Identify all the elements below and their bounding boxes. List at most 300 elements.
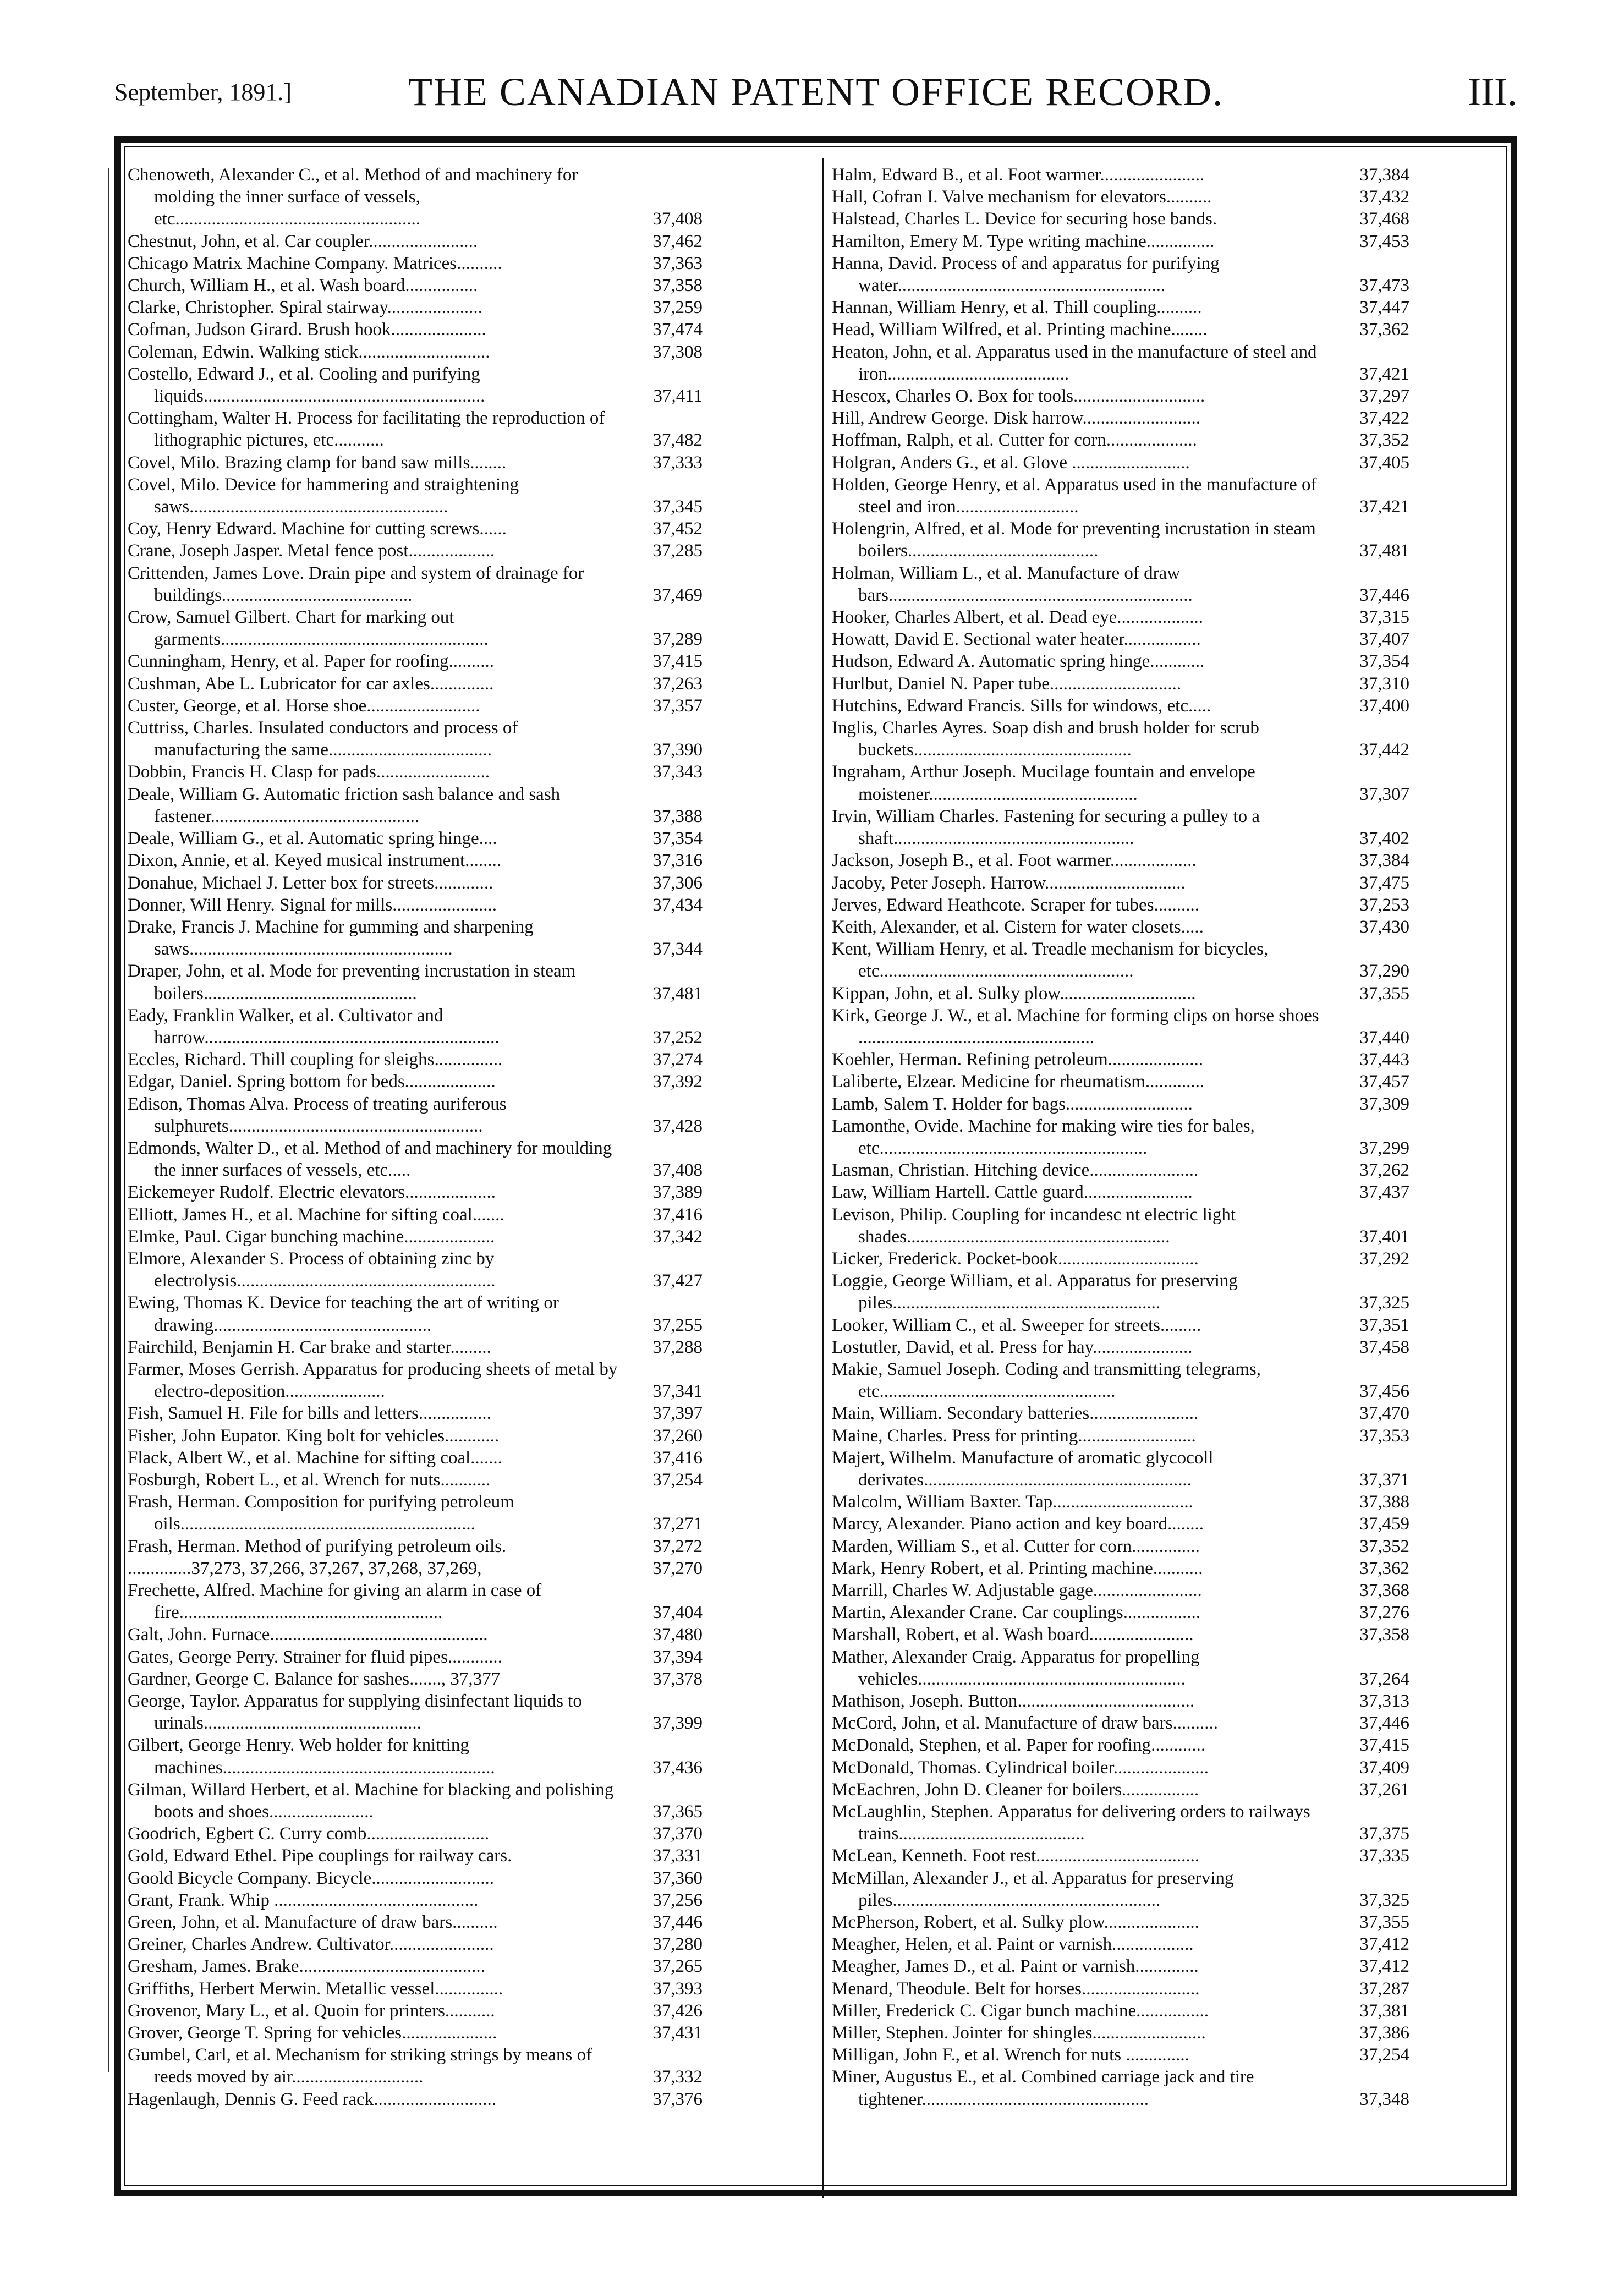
patent-number: 37,362 (1359, 1558, 1409, 1578)
index-entry (832, 2066, 1409, 2110)
index-entry (832, 761, 1409, 805)
index-entry (832, 474, 1409, 518)
entry-text: Fish, Samuel H. File for bills and letters................ (128, 1403, 491, 1424)
index-entry (128, 1580, 703, 1624)
patent-number: 37,354 (1359, 651, 1409, 672)
entry-text: Holgran, Anders G., et al. Glove .......................... (832, 452, 1190, 473)
entry-text: Costello, Edward J., et al. Cooling and purifying liquids.............................................................. (128, 364, 485, 407)
index-entry (128, 1978, 703, 2000)
patent-number: 37,402 (1359, 829, 1409, 849)
index-entry (832, 805, 1409, 849)
patent-number: 37,447 (1359, 298, 1409, 318)
patent-number: 37,353 (1359, 1425, 1409, 1446)
patent-number: 37,354 (652, 829, 703, 849)
index-entry (832, 253, 1409, 297)
entry-text: McCord, John, et al. Manufacture of draw bars.......... (832, 1713, 1218, 1734)
patent-number: 37,434 (652, 895, 703, 915)
entry-text: Marrill, Charles W. Adjustable gage........................ (832, 1581, 1202, 1600)
patent-number: 37,480 (652, 1625, 703, 1645)
entry-text: Holman, William L., et al. Manufacture of draw bars................................................................... (832, 563, 1193, 605)
entry-text: Chestnut, John, et al. Car coupler........................ (128, 231, 478, 251)
index-entry (128, 1933, 703, 1955)
index-entry (128, 1668, 703, 1690)
index-column-right (832, 164, 1409, 2110)
patent-number: 37,426 (652, 2000, 703, 2021)
index-entry (832, 1513, 1409, 1535)
patent-number: 37,363 (652, 253, 703, 273)
entry-text: Green, John, et al. Manufacture of draw bars.......... (128, 1912, 498, 1933)
entry-text: Farmer, Moses Gerrish. Apparatus for producing sheets of metal by electro-deposition...................... (128, 1359, 618, 1402)
entry-text: Hutchins, Edward Francis. Sills for windows, etc..... (832, 695, 1211, 716)
patent-number: 37,254 (1359, 2045, 1409, 2065)
index-entry (832, 606, 1409, 628)
index-entry (832, 1779, 1409, 1801)
patent-number: 37,265 (652, 1956, 703, 1977)
entry-text: Cushman, Abe L. Lubricator for car axles.............. (128, 673, 494, 694)
index-entry (832, 319, 1409, 341)
index-entry (832, 164, 1409, 186)
entry-text: Gold, Edward Ethel. Pipe couplings for railway cars. (128, 1846, 512, 1866)
entry-text: Irvin, William Charles. Fastening for securing a pulley to a shaft..................................................... (832, 806, 1260, 849)
entry-text: Deale, William G., et al. Automatic spring hinge.... (128, 829, 497, 849)
patent-number: 37,285 (652, 541, 703, 561)
patent-number: 37,388 (652, 806, 703, 826)
entry-text: Halm, Edward B., et al. Foot warmer....................... (832, 165, 1205, 185)
entry-text: Majert, Wilhelm. Manufacture of aromatic glycocoll derivates........................................................... (832, 1447, 1214, 1490)
entry-text: Menard, Theodule. Belt for horses.......................... (832, 1978, 1200, 1999)
entry-text: Goodrich, Egbert C. Curry comb........................... (128, 1824, 490, 1844)
patent-number: 37,335 (1359, 1846, 1409, 1866)
patent-number: 37,412 (1359, 1956, 1409, 1977)
index-entry (128, 2044, 703, 2088)
header-date: September, 1891.] (114, 79, 292, 106)
index-entry (832, 1336, 1409, 1358)
index-entry (128, 341, 703, 363)
entry-text: Grovenor, Mary L., et al. Quoin for printers........... (128, 2000, 495, 2021)
patent-number: 37,368 (1359, 1581, 1409, 1600)
index-entry (128, 407, 703, 451)
index-entry (128, 562, 703, 606)
index-entry (832, 1690, 1409, 1712)
index-entry (832, 1248, 1409, 1270)
index-entry (832, 2044, 1409, 2066)
entry-text: Hudson, Edward A. Automatic spring hinge............ (832, 651, 1205, 672)
entry-text: Mather, Alexander Craig. Apparatus for propelling vehicles........................................................... (832, 1647, 1200, 1689)
patent-number: 37,352 (1359, 430, 1409, 451)
entry-text: Lamb, Salem T. Holder for bags............................ (832, 1094, 1193, 1114)
patent-number: 37,370 (652, 1824, 703, 1844)
entry-text: Frash, Herman. Composition for purifying petroleum oils................................................................. (128, 1492, 514, 1534)
patent-number: 37,376 (652, 2089, 703, 2109)
index-entry (128, 894, 703, 916)
entry-text: Marcy, Alexander. Piano action and key board........ (832, 1514, 1204, 1534)
patent-number: 37,362 (1359, 320, 1409, 340)
index-entry (128, 1779, 703, 1823)
patent-number: 37,270 (652, 1558, 703, 1578)
entry-text: Gresham, James. Brake......................................... (128, 1956, 485, 1977)
patent-number: 37,446 (1359, 585, 1409, 605)
patent-number: 37,446 (1359, 1713, 1409, 1734)
patent-number: 37,386 (1359, 2023, 1409, 2043)
patent-number: 37,411 (653, 386, 703, 407)
entry-text: Clarke, Christopher. Spiral stairway..................... (128, 298, 482, 318)
patent-number: 37,261 (1359, 1779, 1409, 1800)
index-entry (832, 1358, 1409, 1402)
patent-number: 37,408 (652, 1160, 703, 1181)
index-entry (832, 1181, 1409, 1203)
entry-text: Miller, Stephen. Jointer for shingles......................... (832, 2023, 1206, 2043)
patent-number: 37,462 (652, 231, 703, 251)
entry-text: Covel, Milo. Device for hammering and straightening saws......................................................... (128, 474, 519, 517)
index-entry (832, 983, 1409, 1005)
index-entry (128, 717, 703, 761)
patent-number: 37,446 (652, 1912, 703, 1933)
index-entry (128, 1005, 703, 1049)
patent-number: 37,331 (652, 1846, 703, 1866)
patent-number: 37,280 (652, 1934, 703, 1955)
entry-text: Gilbert, George Henry. Web holder for knitting machines............................................................ (128, 1735, 495, 1778)
patent-number: 37,459 (1359, 1514, 1409, 1534)
entry-text: Hagenlaugh, Dennis G. Feed rack........................... (128, 2089, 496, 2109)
entry-text: Coy, Henry Edward. Machine for cutting screws...... (128, 519, 507, 539)
index-entry (128, 1889, 703, 1911)
entry-text: Lasman, Christian. Hitching device........................ (832, 1160, 1199, 1181)
patent-number: 37,357 (652, 695, 703, 716)
patent-number: 37,307 (1359, 784, 1409, 804)
entry-text: Elmke, Paul. Cigar bunching machine.................... (128, 1226, 495, 1247)
patent-number: 37,378 (652, 1669, 703, 1689)
index-entry (832, 1646, 1409, 1690)
patent-number: 37,299 (1359, 1138, 1409, 1158)
entry-text: McDonald, Stephen, et al. Paper for roofing............ (832, 1735, 1206, 1756)
patent-number: 37,400 (1359, 695, 1409, 716)
patent-number: 37,255 (652, 1315, 703, 1335)
patent-number: 37,287 (1359, 1978, 1409, 1999)
entry-text: Jacoby, Peter Joseph. Harrow............................... (832, 873, 1186, 893)
patent-number: 37,272 (652, 1536, 703, 1556)
entry-text: Mark, Henry Robert, et al. Printing machine........... (832, 1558, 1203, 1578)
page-header (114, 70, 1517, 120)
index-entry (128, 1093, 703, 1137)
patent-number: 37,260 (652, 1425, 703, 1446)
index-entry (832, 452, 1409, 474)
entry-text: Hoffman, Ralph, et al. Cutter for corn.................... (832, 430, 1197, 451)
index-entry (128, 827, 703, 849)
patent-number: 37,371 (1359, 1470, 1409, 1490)
index-entry (128, 1226, 703, 1248)
entry-text: Ingraham, Arthur Joseph. Mucilage fountain and envelope moistener.............................................. (832, 762, 1255, 804)
patent-number: 37,288 (652, 1337, 703, 1357)
patent-number: 37,416 (652, 1204, 703, 1225)
patent-number: 37,341 (652, 1381, 703, 1402)
index-entry (128, 1624, 703, 1646)
entry-text: Meagher, James D., et al. Paint or varnish.............. (832, 1956, 1199, 1977)
patent-number: 37,384 (1359, 851, 1409, 871)
index-entry (128, 1447, 703, 1469)
entry-text: Inglis, Charles Ayres. Soap dish and brush holder for scrub buckets................................................ (832, 718, 1259, 760)
index-entry (128, 1204, 703, 1226)
entry-text: McLean, Kenneth. Foot rest.................................... (832, 1846, 1200, 1866)
entry-text: Eady, Franklin Walker, et al. Cultivator and harrow................................................................. (128, 1005, 500, 1048)
patent-number: 37,351 (1359, 1315, 1409, 1335)
index-entry (832, 407, 1409, 429)
patent-number: 37,415 (1359, 1735, 1409, 1756)
entry-text: McMillan, Alexander J., et al. Apparatus for preserving piles........................................................... (832, 1868, 1234, 1910)
index-entry (832, 1093, 1409, 1115)
index-entry (832, 297, 1409, 319)
index-entry (128, 1336, 703, 1358)
patent-number: 37,440 (1359, 1027, 1409, 1048)
entry-text: Kippan, John, et al. Sulky plow.............................. (832, 983, 1196, 1004)
entry-text: Law, William Hartell. Cattle guard........................ (832, 1182, 1193, 1203)
patent-number: 37,309 (1359, 1094, 1409, 1114)
patent-number: 37,344 (652, 939, 703, 959)
entry-text: McLaughlin, Stephen. Apparatus for delivering orders to railways trains......................................... (832, 1802, 1310, 1844)
header-title: THE CANADIAN PATENT OFFICE RECORD. (408, 70, 1224, 114)
patent-number: 37,393 (652, 1978, 703, 1999)
patent-number: 37,271 (652, 1514, 703, 1534)
entry-text: Deale, William G. Automatic friction sash balance and sash fastener.............................................. (128, 784, 561, 826)
patent-number: 37,412 (1359, 1934, 1409, 1955)
patent-number: 37,276 (1359, 1603, 1409, 1623)
patent-number: 37,352 (1359, 1536, 1409, 1556)
entry-text: ..............37,273, 37,266, 37,267, 37,268, 37,269, (128, 1558, 482, 1578)
patent-number: 37,407 (1359, 629, 1409, 650)
patent-number: 37,333 (652, 452, 703, 473)
entry-text: Lostutler, David, et al. Press for hay...................... (832, 1337, 1193, 1357)
entry-text: Jerves, Edward Heathcote. Scraper for tubes.......... (832, 895, 1200, 915)
index-entry (832, 1911, 1409, 1933)
patent-number: 37,389 (652, 1182, 703, 1203)
entry-text: Milligan, John F., et al. Wrench for nuts .............. (832, 2045, 1189, 2065)
entry-text: Makie, Samuel Joseph. Coding and transmitting telegrams, etc.................................................... (832, 1359, 1261, 1402)
entry-text: Grover, George T. Spring for vehicles..................... (128, 2023, 497, 2043)
index-entry (128, 1358, 703, 1402)
patent-number: 37,388 (1359, 1492, 1409, 1512)
patent-number: 37,456 (1359, 1381, 1409, 1402)
index-entry (832, 1558, 1409, 1580)
index-entry (128, 1845, 703, 1867)
entry-text: Eccles, Richard. Thill coupling for sleighs............... (128, 1050, 503, 1070)
patent-number: 37,358 (652, 276, 703, 296)
patent-number: 37,392 (652, 1072, 703, 1092)
index-entry (128, 650, 703, 672)
entry-text: Custer, George, et al. Horse shoe......................... (128, 695, 480, 716)
entry-text: Crow, Samuel Gilbert. Chart for marking out garments........................................................... (128, 607, 489, 650)
patent-number: 37,348 (1359, 2089, 1409, 2109)
index-entry (832, 872, 1409, 894)
index-entry (832, 2022, 1409, 2044)
patent-number: 37,437 (1359, 1182, 1409, 1203)
entry-text: Jackson, Joseph B., et al. Foot warmer................... (832, 851, 1197, 871)
index-entry (128, 363, 703, 407)
entry-text: Cofman, Judson Girard. Brush hook..................... (128, 320, 486, 340)
patent-number: 37,345 (652, 497, 703, 517)
entry-text: Crane, Joseph Jasper. Metal fence post................... (128, 541, 495, 561)
patent-number: 37,306 (652, 873, 703, 893)
index-entry (832, 1447, 1409, 1491)
index-entry (128, 297, 703, 319)
patent-number: 37,360 (652, 1868, 703, 1888)
patent-number: 37,405 (1359, 452, 1409, 473)
entry-text: Donahue, Michael J. Letter box for streets............. (128, 873, 493, 893)
index-entry (128, 1955, 703, 1977)
patent-number: 37,427 (652, 1271, 703, 1291)
index-entry (832, 938, 1409, 982)
index-entry (128, 1558, 703, 1580)
entry-text: Flack, Albert W., et al. Machine for sifting coal....... (128, 1447, 502, 1468)
patent-number: 37,325 (1359, 1890, 1409, 1910)
index-entry (128, 783, 703, 827)
entry-text: Keith, Alexander, et al. Cistern for water closets..... (832, 917, 1204, 937)
column-divider (822, 158, 824, 2198)
index-entry (128, 1248, 703, 1292)
entry-text: McPherson, Robert, et al. Sulky plow..................... (832, 1912, 1199, 1933)
index-entry (128, 2088, 703, 2110)
patent-number: 37,430 (1359, 917, 1409, 937)
index-entry (832, 717, 1409, 761)
index-entry (128, 1491, 703, 1535)
entry-text: Cunningham, Henry, et al. Paper for roofing.......... (128, 651, 494, 672)
index-entry (832, 1314, 1409, 1336)
index-column-left (128, 164, 703, 2110)
index-entry (128, 253, 703, 275)
index-entry (832, 673, 1409, 695)
entry-text: Crittenden, James Love. Drain pipe and system of drainage for buildings.......................................... (128, 563, 584, 605)
patent-number: 37,421 (1359, 364, 1409, 384)
patent-number: 37,342 (652, 1226, 703, 1247)
patent-number: 37,408 (652, 209, 703, 229)
patent-number: 37,254 (652, 1470, 703, 1490)
index-entry (128, 1049, 703, 1071)
entry-text: Kirk, George J. W., et al. Machine for forming clips on horse shoes .................................................... (832, 1005, 1319, 1048)
index-entry (832, 1536, 1409, 1558)
index-entry (128, 1823, 703, 1845)
entry-text: Fosburgh, Robert L., et al. Wrench for nuts........... (128, 1470, 491, 1490)
entry-text: Holden, George Henry, et al. Apparatus used in the manufacture of steel and iron........................... (832, 474, 1317, 517)
entry-text: Mathison, Joseph. Button....................................... (832, 1691, 1195, 1712)
index-entry (128, 275, 703, 297)
entry-text: Covel, Milo. Brazing clamp for band saw mills........ (128, 452, 507, 473)
entry-text: Koehler, Herman. Refining petroleum..................... (832, 1050, 1204, 1070)
index-entry (128, 1292, 703, 1336)
patent-number: 37,404 (652, 1603, 703, 1623)
entry-text: Hannan, William Henry, et al. Thill coupling.......... (832, 298, 1202, 318)
patent-number: 37,469 (652, 585, 703, 605)
index-entry (832, 1049, 1409, 1071)
entry-text: Miner, Augustus E., et al. Combined carriage jack and tire tightener.................................................. (832, 2067, 1254, 2109)
entry-text: Gumbel, Carl, et al. Mechanism for striking strings by means of reeds moved by air............................. (128, 2045, 592, 2087)
patent-number: 37,384 (1359, 165, 1409, 185)
entry-text: Howatt, David E. Sectional water heater................. (832, 629, 1201, 650)
entry-text: George, Taylor. Apparatus for supplying disinfectant liquids to urinals................................................ (128, 1691, 582, 1734)
entry-text: Kent, William Henry, et al. Treadle mechanism for bicycles, etc........................................................ (832, 939, 1269, 982)
index-entry (832, 1425, 1409, 1447)
entry-text: Edgar, Daniel. Spring bottom for beds.................... (128, 1072, 496, 1092)
index-entry (832, 429, 1409, 451)
left-margin-rule (108, 168, 109, 2072)
index-entry (832, 1867, 1409, 1911)
entry-text: Cottingham, Walter H. Process for facilitating the reproduction of lithographic pictures, etc........... (128, 408, 605, 451)
entry-text: Hill, Andrew George. Disk harrow.......................... (832, 408, 1200, 429)
index-entry (128, 673, 703, 695)
patent-number: 37,409 (1359, 1757, 1409, 1778)
index-entry (128, 2022, 703, 2044)
index-entry (128, 1734, 703, 1778)
patent-number: 37,422 (1359, 408, 1409, 429)
index-entry (128, 960, 703, 1004)
index-entry (832, 562, 1409, 606)
index-entry (832, 1005, 1409, 1049)
patent-number: 37,416 (652, 1447, 703, 1468)
entry-text: Grant, Frank. Whip ............................................. (128, 1890, 479, 1910)
index-entry (128, 231, 703, 253)
entry-text: Hamilton, Emery M. Type writing machine............... (832, 231, 1215, 251)
entry-text: Goold Bicycle Company. Bicycle........................... (128, 1868, 495, 1888)
index-entry (128, 518, 703, 540)
patent-number: 37,399 (652, 1713, 703, 1734)
index-entry (832, 385, 1409, 407)
entry-text: Hall, Cofran I. Valve mechanism for elevators.......... (832, 187, 1212, 207)
entry-text: Head, William Wilfred, et al. Printing machine........ (832, 320, 1208, 340)
index-entry (128, 761, 703, 783)
index-entry (832, 916, 1409, 938)
index-entry (832, 1402, 1409, 1424)
index-entry (128, 1646, 703, 1668)
patent-number: 37,421 (1359, 497, 1409, 517)
patent-number: 37,264 (1359, 1669, 1409, 1689)
index-entry (128, 1469, 703, 1491)
entry-text: Frechette, Alfred. Machine for giving an alarm in case of fire.......................................................... (128, 1581, 542, 1623)
entry-text: Main, William. Secondary batteries........................ (832, 1403, 1199, 1424)
entry-text: Galt, John. Furnace................................................ (128, 1625, 488, 1645)
patent-number: 37,390 (652, 740, 703, 760)
patent-number: 37,292 (1359, 1248, 1409, 1269)
entry-text: Malcolm, William Baxter. Tap............................... (832, 1492, 1193, 1512)
entry-text: Hurlbut, Daniel N. Paper tube............................. (832, 673, 1182, 694)
entry-text: Donner, Will Henry. Signal for mills....................... (128, 895, 497, 915)
entry-text: Edison, Thomas Alva. Process of treating auriferous sulphurets........................................................ (128, 1094, 507, 1136)
entry-text: Greiner, Charles Andrew. Cultivator....................... (128, 1934, 494, 1955)
patent-number: 37,452 (652, 519, 703, 539)
entry-text: Gates, George Perry. Strainer for fluid pipes............ (128, 1647, 502, 1667)
entry-text: Ewing, Thomas K. Device for teaching the art of writing or drawing................................................ (128, 1293, 559, 1335)
index-entry (832, 1845, 1409, 1867)
index-entry (128, 1536, 703, 1558)
patent-number: 37,343 (652, 762, 703, 782)
patent-number: 37,470 (1359, 1403, 1409, 1424)
patent-number: 37,332 (652, 2067, 703, 2087)
entry-text: Edmonds, Walter D., et al. Method of and machinery for moulding the inner surfaces of vessels, etc..... (128, 1138, 612, 1181)
index-entry (832, 1580, 1409, 1602)
index-entry (832, 628, 1409, 650)
entry-text: Dixon, Annie, et al. Keyed musical instrument........ (128, 851, 502, 871)
index-entry (832, 1115, 1409, 1159)
entry-text: Dobbin, Francis H. Clasp for pads......................... (128, 762, 490, 782)
index-entry (128, 1425, 703, 1447)
index-entry (832, 1071, 1409, 1093)
index-entry (128, 849, 703, 871)
entry-text: Drake, Francis J. Machine for gumming and sharpening saws.......................................................... (128, 917, 534, 959)
entry-text: Martin, Alexander Crane. Car couplings................. (832, 1603, 1200, 1623)
entry-text: Holengrin, Alfred, et al. Mode for preventing incrustation in steam boilers.......................................... (832, 519, 1316, 561)
index-entry (832, 1624, 1409, 1646)
index-entry (832, 186, 1409, 208)
entry-text: Hanna, David. Process of and apparatus for purifying water........................................................... (832, 253, 1220, 296)
index-entry (832, 231, 1409, 253)
index-entry (832, 1734, 1409, 1756)
entry-text: McEachren, John D. Cleaner for boilers................. (832, 1779, 1199, 1800)
